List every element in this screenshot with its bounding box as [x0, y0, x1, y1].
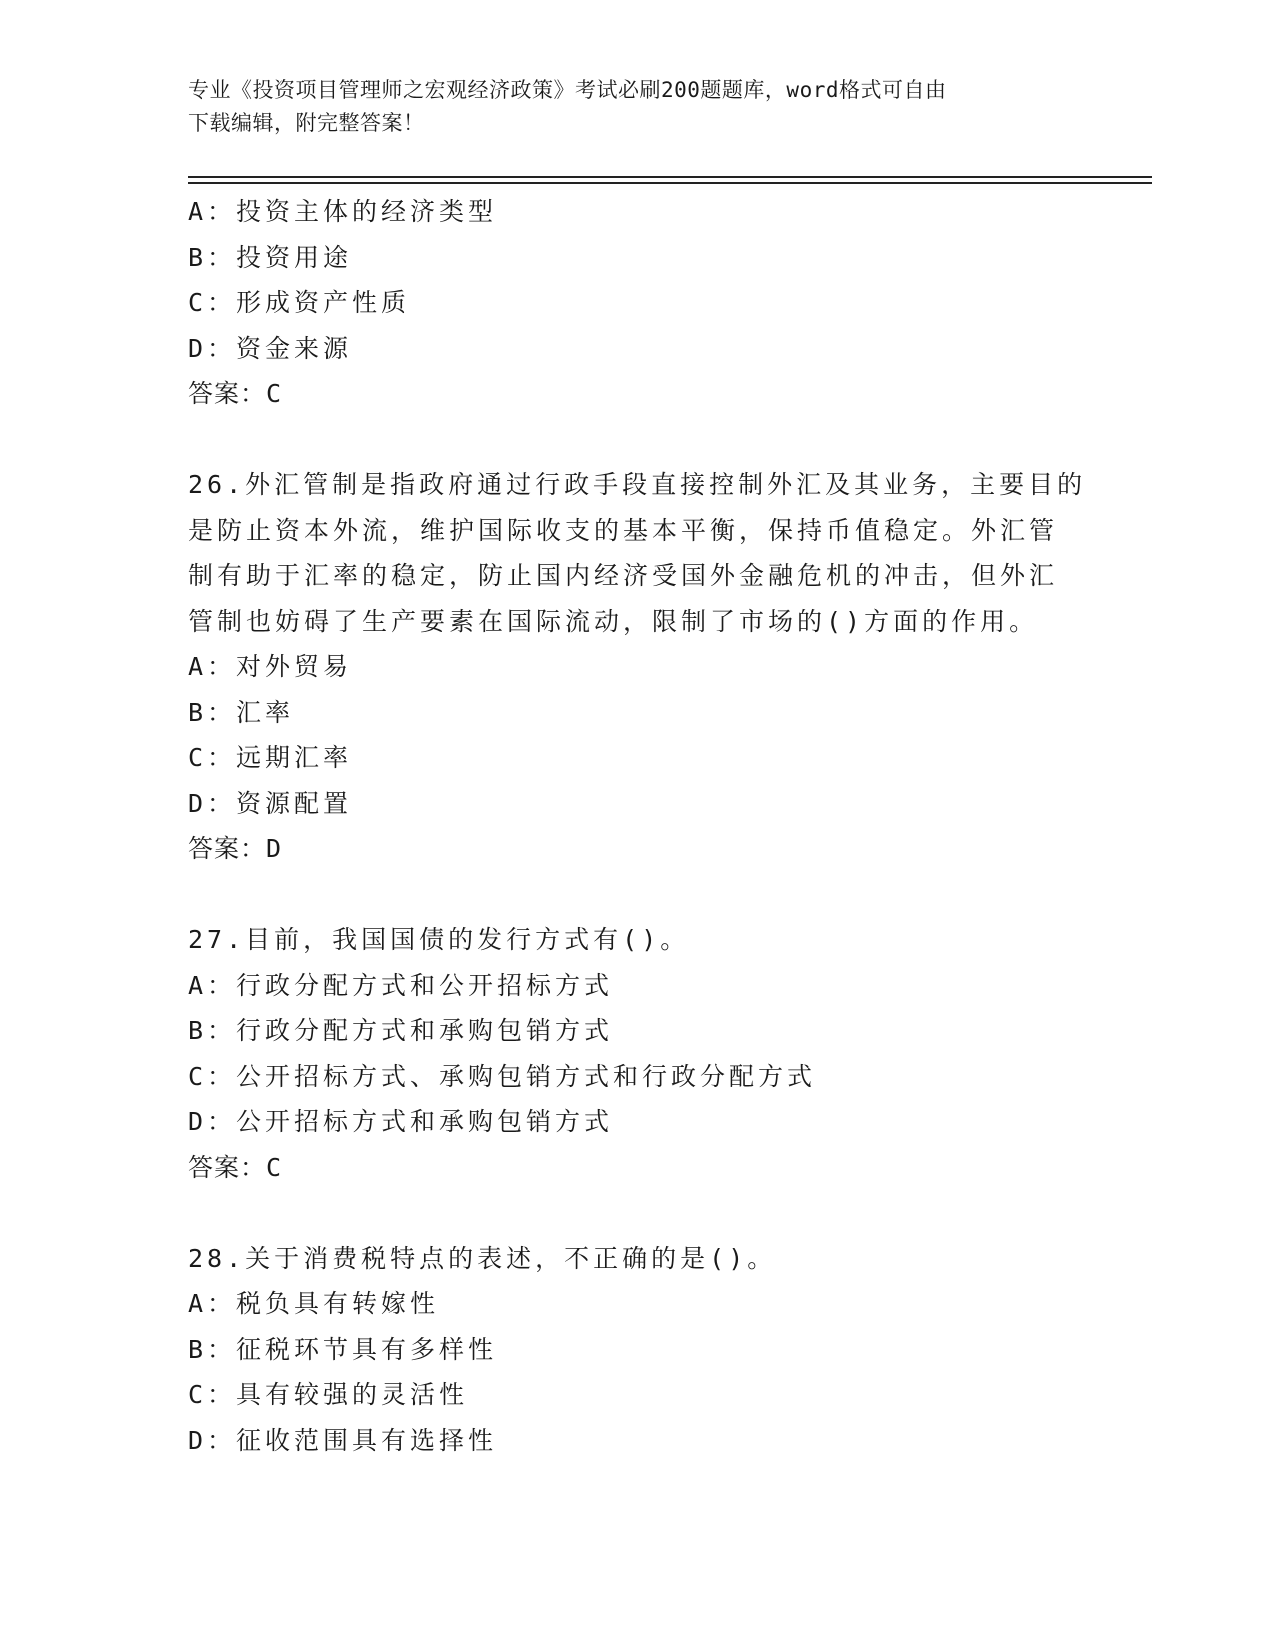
- question-28: [188, 1236, 1088, 1464]
- option-b: B：征税环节具有多样性: [188, 1334, 498, 1364]
- option-c: C：具有较强的灵活性: [188, 1380, 469, 1409]
- option-d: D：公开招标方式和承购包销方式: [188, 1107, 614, 1136]
- question-list: [188, 189, 1088, 1463]
- header-intro-line-2: 下载编辑，附完整答案！: [188, 111, 425, 135]
- question-text: 28.关于消费税特点的表述，不正确的是()。: [188, 1243, 777, 1273]
- option-a: A：投资主体的经济类型: [188, 197, 498, 226]
- document-header: [188, 74, 1088, 140]
- question-27: [188, 917, 1088, 1190]
- question-text-line-2: 是防止资本外流，维护国际收支的基本平衡，保持币值稳定。外汇管: [188, 515, 1059, 545]
- question-text: 27.目前，我国国债的发行方式有()。: [188, 925, 690, 954]
- option-d: D：资金来源: [188, 333, 353, 363]
- option-a: A：行政分配方式和公开招标方式: [188, 970, 614, 1000]
- spacer: [188, 872, 1088, 918]
- spacer: [188, 417, 1088, 463]
- header-divider-bottom: [188, 182, 1152, 184]
- answer: 答案：C: [188, 1152, 283, 1182]
- option-a: A：税负具有转嫁性: [188, 1289, 440, 1318]
- option-d: D：征收范围具有选择性: [188, 1425, 498, 1455]
- option-a: A：对外贸易: [188, 652, 353, 681]
- option-b: B：行政分配方式和承购包销方式: [188, 1016, 614, 1045]
- option-c: C：远期汇率: [188, 743, 353, 772]
- question-26: [188, 462, 1088, 872]
- answer: 答案：D: [188, 834, 283, 863]
- option-b: B：投资用途: [188, 242, 353, 272]
- option-d: D：资源配置: [188, 788, 353, 818]
- header-divider-top: [188, 176, 1152, 178]
- question-text-line-4: 管制也妨碍了生产要素在国际流动，限制了市场的()方面的作用。: [188, 606, 1039, 636]
- question-text-line-1: 26.外汇管制是指政府通过行政手段直接控制外汇及其业务，主要目的: [188, 470, 1087, 499]
- question-text-line-3: 制有助于汇率的稳定，防止国内经济受国外金融危机的冲击，但外汇: [188, 561, 1059, 590]
- option-c: C：公开招标方式、承购包销方式和行政分配方式: [188, 1061, 817, 1091]
- spacer: [188, 1190, 1088, 1236]
- header-intro-line-1: 专业《投资项目管理师之宏观经济政策》考试必刷200题题库，word格式可自由: [188, 78, 947, 102]
- option-c: C：形成资产性质: [188, 288, 411, 317]
- answer: 答案：C: [188, 379, 283, 408]
- option-b: B：汇率: [188, 697, 295, 727]
- question-25: [188, 189, 1088, 417]
